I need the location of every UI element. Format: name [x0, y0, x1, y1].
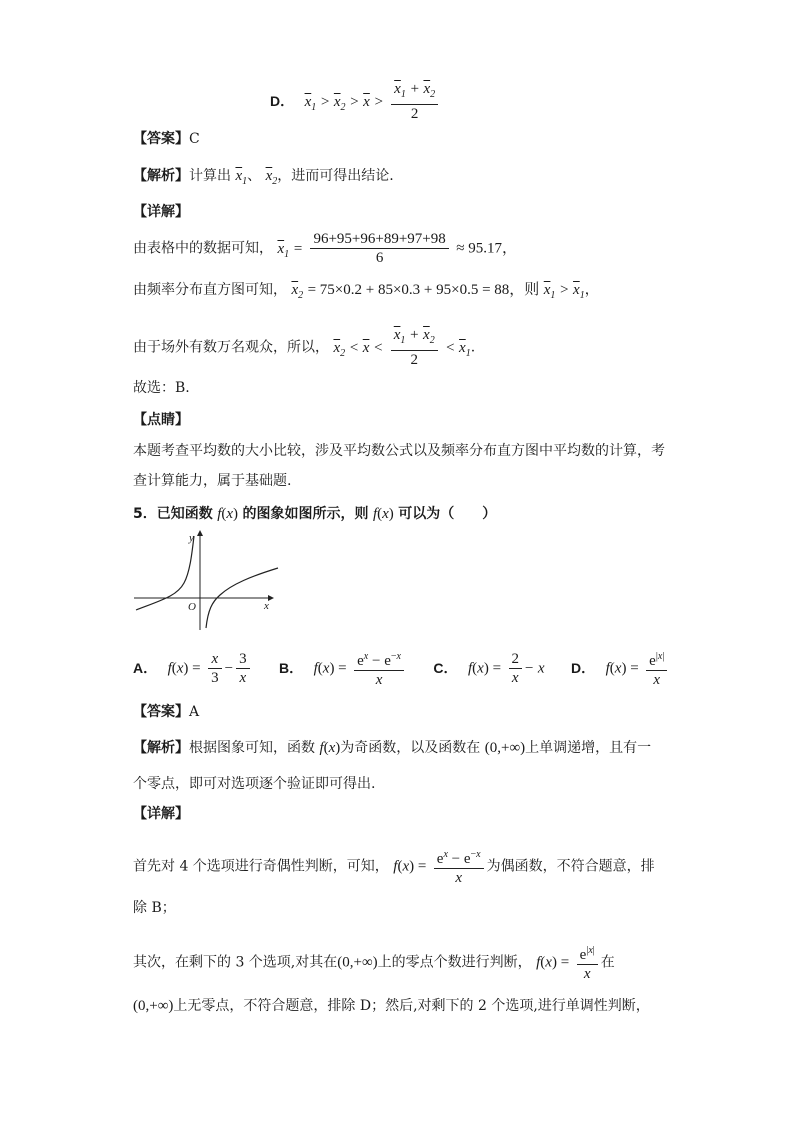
comment-line-2: 查计算能力，属于基础题.: [133, 473, 292, 489]
analysis-section-5: 【解析】根据图象可知，函数 f(x)为奇函数，以及函数在 (0,+∞)上单调递增，且有一: [133, 740, 652, 756]
option-c: C． f(x) = $\frac{2}{x}$ − x: [433, 651, 545, 686]
answer-section-5: 【答案】A: [133, 704, 200, 720]
conclusion: 故选：B.: [133, 380, 190, 396]
question-5: 5．已知函数 f(x) 的图象如图所示，则 f(x) 可以为（ ）: [133, 506, 497, 522]
curve-left-branch: [136, 536, 194, 610]
detail-heading: 【详解】: [133, 204, 189, 220]
detail-line-2: 由频率分布直方图可知， $\overline{x}_2 = 75\times 0.2 + 85\times 0.3 + 95\times 0.5 = 88$，则 $\overline{x}_1 > \overline{x}_1$，: [133, 282, 599, 301]
detail-5-para-1b: 除 B；: [133, 900, 176, 916]
options-row: [133, 648, 692, 689]
option-b: B． f(x) = $\frac{e^x - e^{-x}}{x}$: [279, 648, 407, 689]
fraction: $\frac{\overline{x}_1 + \overline{x}_2}{2}$: [391, 80, 438, 123]
detail-5-para-2: 其次，在剩下的 3 个选项,对其在(0,+∞)上的零点个数进行判断， f(x) = $\frac{e^{|x|}}{x}$ 在: [133, 942, 615, 983]
fraction: $\frac{96+95+96+89+97+98}{6}$: [310, 230, 448, 267]
function-graph: [132, 528, 282, 633]
comment-line-1: 本题考查平均数的大小比较，涉及平均数公式以及频率分布直方图中平均数的计算，考: [133, 443, 665, 459]
y-label: y: [189, 532, 194, 544]
analysis-section: 【解析】计算出 $\overline{x}_1$、 $\overline{x}_2$，进而可得出结论.: [133, 168, 394, 187]
option-a: A． f(x) = $\frac{x}{3}$ − $\frac{3}{x}$: [133, 650, 253, 687]
x-axis-arrow: [268, 595, 274, 601]
x-label: x: [264, 600, 269, 612]
detail-5-para-3: (0,+∞)上无零点，不符合题意，排除 D；然后,对剩下的 2 个选项,进行单调性判断，: [133, 998, 650, 1014]
math-expr: $\overline{x}_1 > \overline{x}_2 > \overline{x}$ >: [304, 93, 384, 113]
fraction: $\frac{\overline{x}_1 + \overline{x}_2}{2}$: [391, 326, 438, 369]
origin-label: O: [188, 601, 196, 613]
prev-option-d: D． $\overline{x}_1 > \overline{x}_2 > \overline{x}$ > $\frac{\overline{x}_1 + \overline{x}_2}{2}$: [270, 80, 441, 123]
detail-line-1: 由表格中的数据可知， $\overline{x}_1$ = $\frac{96+95+96+89+97+98}{6}$ ≈ 95.17，: [133, 231, 517, 266]
analysis-5-line-2: 个零点，即可对选项逐个验证即可得出.: [133, 776, 376, 792]
detail-line-3: 由于场外有数万名观众，所以， $\overline{x}_2 < \overline{x}$ < $\frac{\overline{x}_1 + \overline{x}_2}{2}$ < $\overline{x}_1$.: [133, 327, 476, 368]
detail-heading-5: 【详解】: [133, 806, 189, 822]
y-axis-arrow: [197, 530, 203, 536]
option-d: D． f(x) = $\frac{e^{|x|}}{x}$: [571, 648, 670, 689]
comment-heading: 【点睛】: [133, 412, 189, 428]
answer-section: 【答案】C: [133, 131, 200, 147]
detail-5-para-1: 首先对 4 个选项进行奇偶性判断，可知， f(x) = $\frac{e^x - e^{-x}}{x}$ 为偶函数，不符合题意，排: [133, 846, 655, 887]
